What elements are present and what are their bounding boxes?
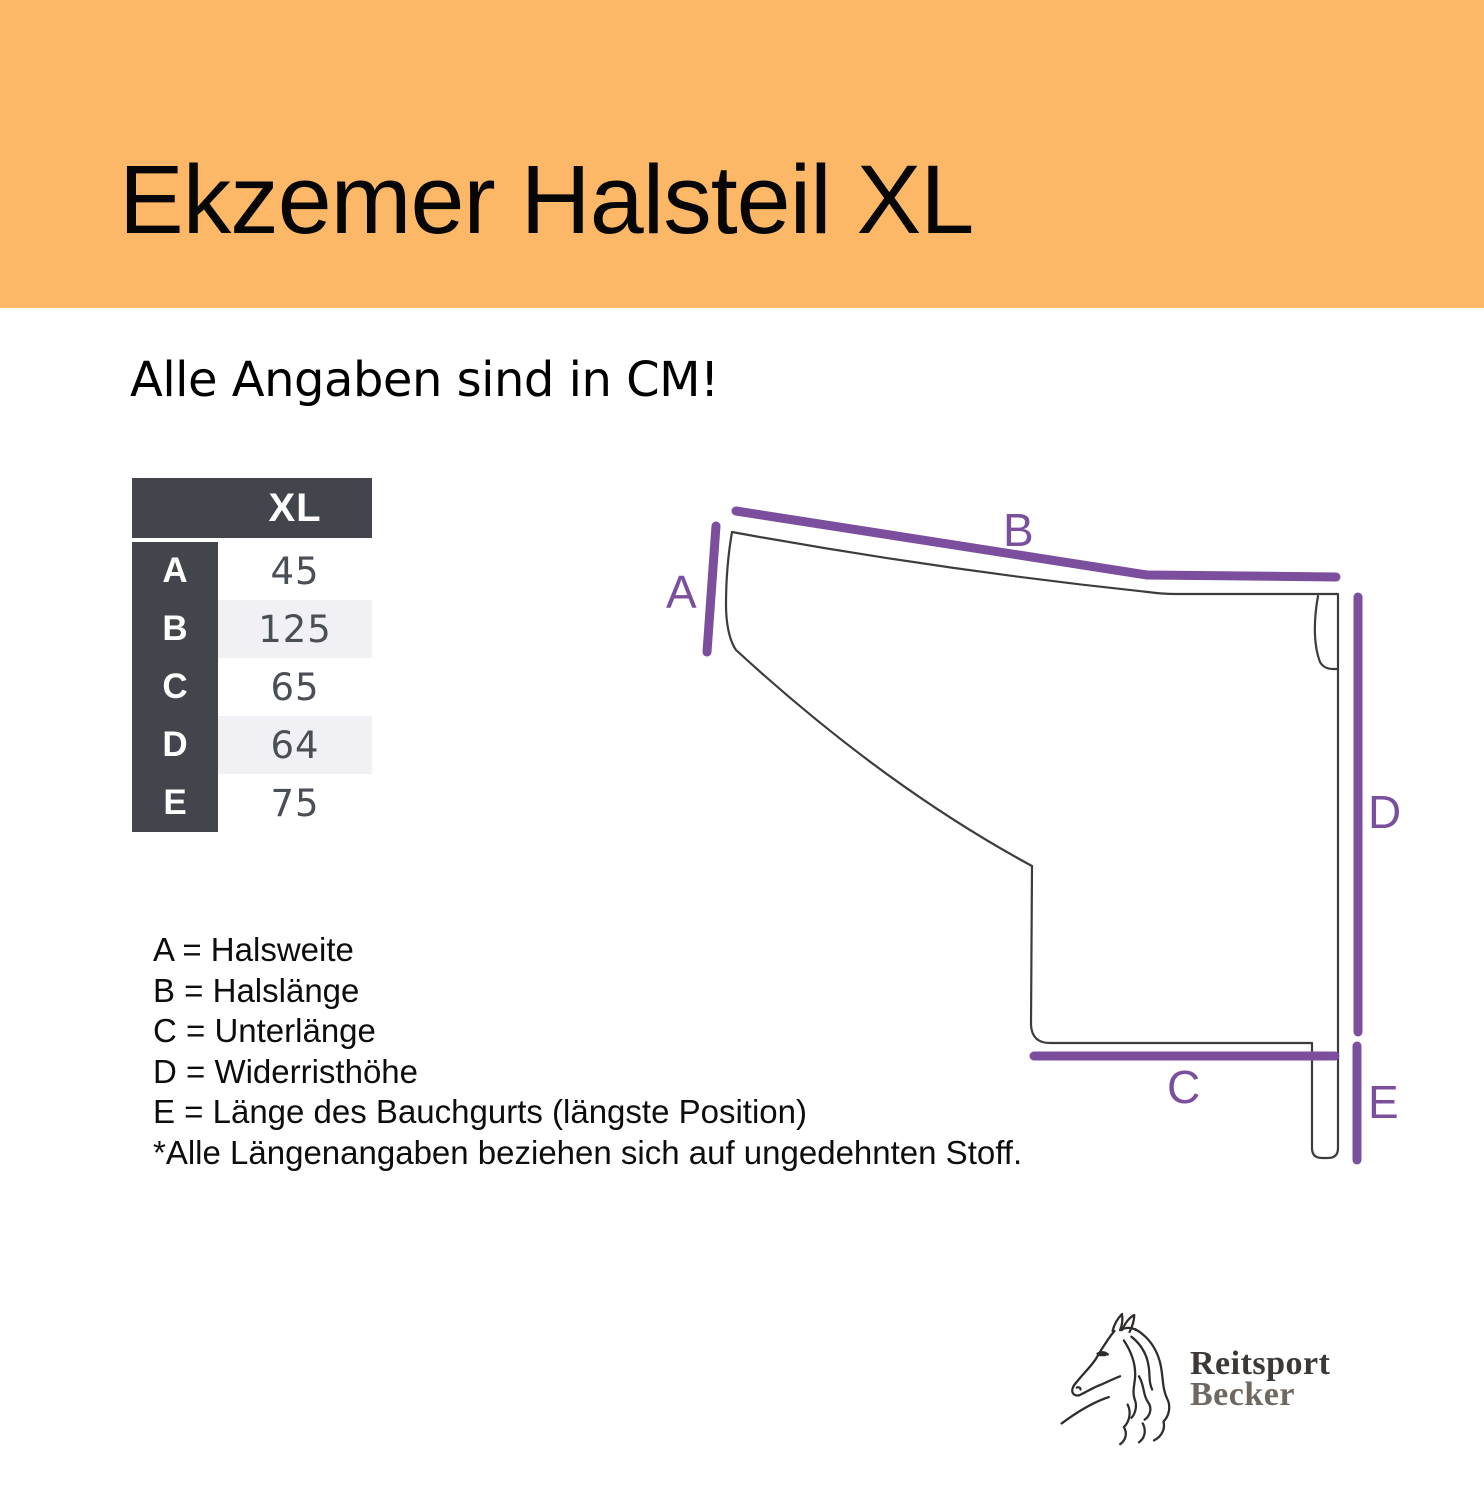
row-label-cell: A [132,542,218,600]
legend-line: B = Halslänge [153,971,360,1009]
table-row [132,600,372,658]
measure-label-e: E [1368,1076,1399,1128]
row-label-cell: C [132,658,218,716]
row-value-cell: 125 [218,600,372,658]
size-table [132,478,372,832]
row-label-cell: D [132,716,218,774]
measurement-legend [153,930,1022,1174]
horse-head-sketch-icon [1056,1310,1188,1452]
brand-logo [1056,1310,1436,1460]
page-title: Ekzemer Halsteil XL [119,145,974,254]
table-row [132,658,372,716]
row-label-cell: E [132,774,218,832]
measure-line-b [736,511,1336,577]
brand-name: Reitsport [1190,1345,1331,1382]
table-row [132,542,372,600]
row-value-cell: 64 [218,716,372,774]
brand-subname: Becker [1190,1376,1295,1413]
table-row [132,774,372,832]
measure-label-b: B [1003,504,1034,556]
row-value-cell: 75 [270,781,320,825]
measure-label-a: A [666,566,697,618]
legend-line: *Alle Längenangaben beziehen sich auf ungedehnten Stoff. [153,1133,1023,1171]
row-value-cell: 65 [270,665,320,709]
row-label-cell: B [132,600,218,658]
strap-tab-path [1315,596,1338,669]
size-header-cell: XL [268,485,322,530]
units-note: Alle Angaben sind in CM! [130,352,719,408]
table-row [132,716,372,774]
row-value-cell: 45 [270,549,320,593]
legend-line: D = Widerristhöhe [153,1052,419,1090]
measure-label-d: D [1368,786,1402,838]
size-table-header-row [132,478,372,538]
measure-line-a [707,526,716,652]
measure-label-c: C [1167,1061,1201,1113]
legend-line: A = Halsweite [153,931,354,968]
brand-text [1190,1345,1331,1413]
legend-line: E = Länge des Bauchgurts (längste Position) [153,1093,807,1131]
legend-line: C = Unterlänge [153,1012,376,1050]
